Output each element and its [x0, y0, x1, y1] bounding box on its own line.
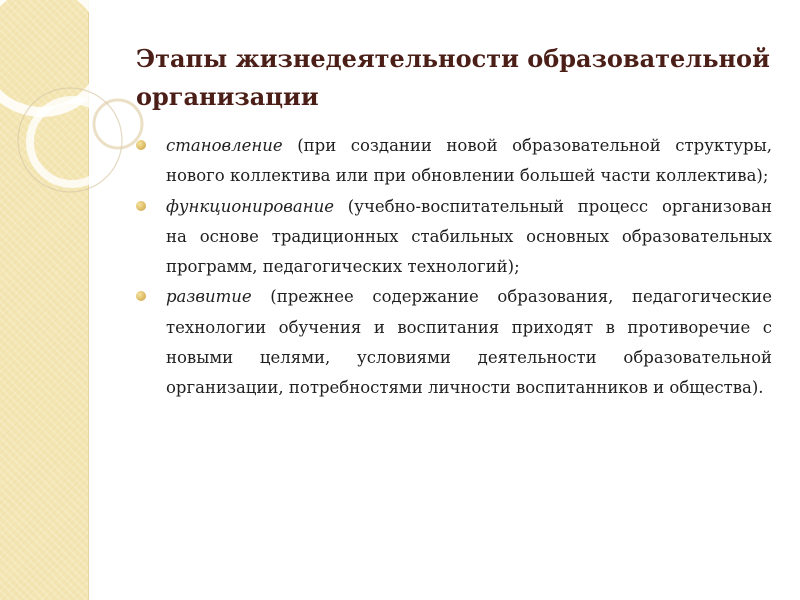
decorative-ring-small	[94, 100, 142, 148]
stage-description: (учебно-воспитательный процесс организован на основе традиционных стабильных основных образовательных программ, педагогических технологий);	[166, 196, 772, 277]
bullet-icon	[136, 140, 146, 150]
stage-description: (при создании новой образовательной структуры, нового коллектива или при обновлении большей части коллектива);	[166, 136, 772, 186]
slide-title: Этапы жизнедеятельности образовательной организации	[136, 44, 770, 111]
stage-description: (прежнее содержание образования, педагогические технологии обучения и воспитания приходят в противоречие с новыми целями, условиями деятельности образовательной организации, потребностями личности воспитанников и общества).	[166, 287, 772, 398]
stage-term: развитие	[166, 287, 252, 307]
decorative-side-band	[0, 0, 89, 600]
stage-term: становление	[166, 136, 283, 155]
bullet-icon	[136, 291, 146, 301]
stage-term: функционирование	[166, 196, 334, 216]
list-item-development	[136, 282, 772, 403]
list-item-functioning	[136, 192, 772, 283]
stages-list	[136, 131, 772, 404]
list-item-formation	[136, 131, 772, 192]
bullet-icon	[136, 201, 146, 211]
